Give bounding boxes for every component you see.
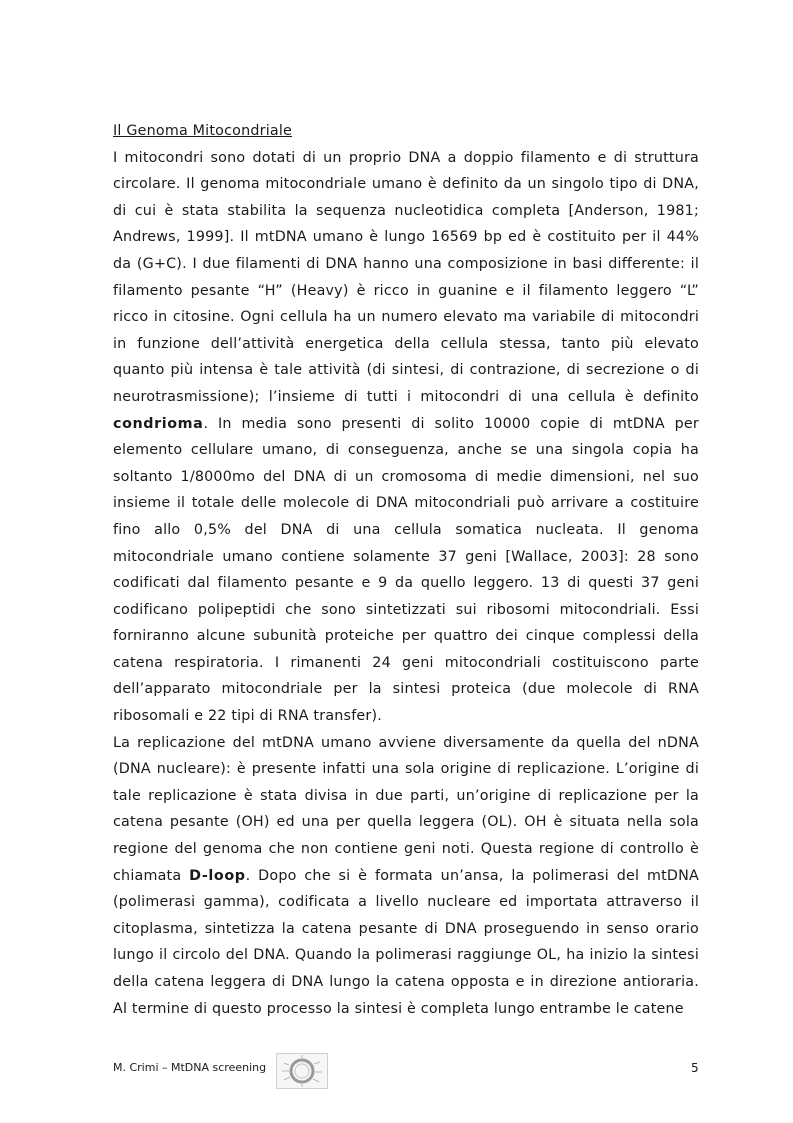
- paragraph-replication: [113, 730, 699, 1023]
- paragraph-replication-text-2: . Dopo che si è formata un’ansa, la polimerasi del mtDNA (polimerasi gamma), codificata a livello nucleare ed importata attraverso il citoplasma, sintetizza la catena pesante di DNA proseguendo in senso orario lungo il circolo del DNA. Quando la polimerasi raggiunge OL, ha inizio la sintesi della catena leggera di DNA lungo la catena opposta e in direzione antioraria. Al termine di questo processo la sintesi è completa lungo entrambe le catene: [113, 867, 699, 1017]
- paragraph-replication-text-1: La replicazione del mtDNA umano avviene diversamente da quella del nDNA (DNA nucleare): è presente infatti una sola origine di replicazione. L’origine di tale replicazione è stata divisa in due parti, un’origine di replicazione per la catena pesante (OH) ed una per quella leggera (OL). OH è situata nella sola regione del genoma che non contiene geni noti. Questa regione di controllo è chiamata: [113, 734, 699, 884]
- term-condrioma: condrioma: [113, 415, 204, 432]
- page-number: 5: [691, 1061, 699, 1075]
- paragraph-genome-text-1: I mitocondri sono dotati di un proprio DNA a doppio filamento e di struttura circolare. Il genoma mitocondriale umano è definito da un singolo tipo di DNA, di cui è stata stabilita la sequenza nucleotidica completa [Anderson, 1981; Andrews, 1999]. Il mtDNA umano è lungo 16569 bp ed è costituito per il 44% da (G+C). I due filamenti di DNA hanno una composizione in basi differente: il filamento pesante “H” (Heavy) è ricco in guanine e il filamento leggero “L” ricco in citosine. Ogni cellula ha un numero elevato ma variabile di mitocondri in funzione dell’attività energetica della cellula stessa, tanto più elevato quanto più intensa è tale attività (di sintesi, di contrazione, di secrezione o di neurotrasmissione); l’insieme di tutti i mitocondri di una cellula è definito: [113, 149, 699, 405]
- footer-author: M. Crimi – MtDNA screening: [113, 1061, 267, 1074]
- body-text: [113, 118, 699, 1022]
- term-d-loop: D-loop: [189, 867, 246, 884]
- section-title: Il Genoma Mitocondriale: [113, 123, 293, 139]
- mtdna-logo-icon: [276, 1053, 328, 1089]
- paragraph-genome-text-2: . In media sono presenti di solito 10000 copie di mtDNA per elemento cellulare umano, di conseguenza, anche se una singola copia ha soltanto 1/8000mo del DNA di un cromosoma di medie dimensioni, nel suo insieme il totale delle molecole di DNA mitocondriali può arrivare a costituire fino allo 0,5% del DNA di una cellula somatica nucleata. Il genoma mitocondriale umano contiene solamente 37 geni [Wallace, 2003]: 28 sono codificati dal filamento pesante e 9 da quello leggero. 13 di questi 37 geni codificano polipeptidi che sono sintetizzati sui ribosomi mitocondriali. Essi forniranno alcune subunità proteiche per quattro dei cinque complessi della catena respiratoria. I rimanenti 24 geni mitocondriali costituiscono parte dell’apparato mitocondriale per la sintesi proteica (due molecole di RNA ribosomali e 22 tipi di RNA transfer).: [113, 415, 699, 725]
- paragraph-genome: [113, 145, 699, 730]
